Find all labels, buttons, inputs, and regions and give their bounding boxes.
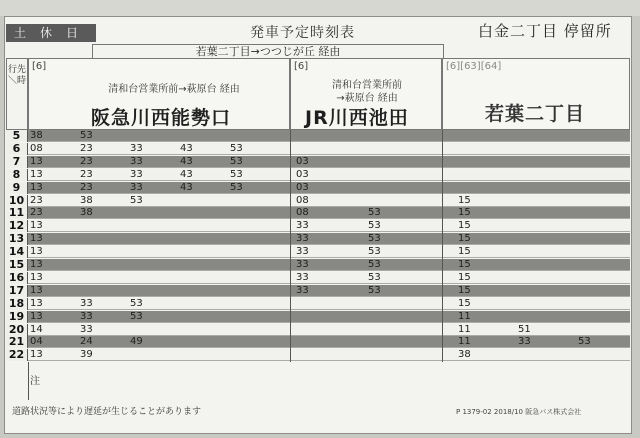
departure-minute: 33 [130, 155, 143, 167]
departure-minute: 11 [458, 336, 471, 348]
delay-notice: 道路状況等により遅延が生じることがあります [12, 407, 202, 417]
table-row [6, 156, 630, 168]
departure-minute: 03 [296, 181, 309, 193]
route-number: [6] [32, 61, 47, 72]
departure-minute: 04 [30, 336, 43, 348]
table-row [6, 207, 630, 219]
departure-minute: 13 [30, 349, 43, 361]
departure-minute: 13 [30, 168, 43, 180]
hour-cell: 12 [6, 220, 28, 232]
departure-minute: 15 [458, 207, 471, 219]
departure-minute: 15 [458, 271, 471, 283]
hour-cell: 10 [6, 195, 28, 207]
hour-cell: 11 [6, 207, 28, 219]
table-row [6, 285, 630, 297]
departure-minute: 11 [458, 310, 471, 322]
departure-minute: 33 [80, 297, 93, 309]
column-divider [442, 130, 443, 362]
table-row [6, 272, 630, 284]
hour-cell: 15 [6, 259, 28, 271]
departure-minute: 43 [180, 181, 193, 193]
hour-cell: 22 [6, 349, 28, 361]
destination-name: JR川西池田 [305, 107, 409, 129]
departure-minute: 33 [296, 246, 309, 258]
departure-minute: 11 [458, 323, 471, 335]
departure-minute: 53 [368, 271, 381, 283]
departure-minute: 13 [30, 271, 43, 283]
departure-minute: 13 [30, 181, 43, 193]
table-row [6, 195, 630, 207]
departure-minute: 33 [296, 220, 309, 232]
table-row [6, 143, 630, 155]
destination-name: 若葉二丁目 [485, 103, 586, 125]
departure-minute: 15 [458, 259, 471, 270]
departure-minute: 43 [180, 142, 193, 154]
note-divider [28, 362, 29, 400]
departure-minute: 38 [80, 207, 93, 219]
departure-minute: 53 [578, 336, 591, 348]
departure-minute: 24 [80, 336, 93, 348]
departure-minute: 15 [458, 220, 471, 232]
departure-minute: 33 [296, 284, 309, 296]
stop-name: 白金二丁目 停留所 [478, 22, 612, 40]
route-number: [6] [294, 61, 309, 72]
departure-minute: 53 [368, 233, 381, 245]
departure-minute: 15 [458, 194, 471, 206]
departure-minute: 08 [296, 207, 309, 219]
hour-cell: 9 [6, 182, 28, 194]
departure-minute: 53 [368, 259, 381, 270]
destination-header-2 [290, 58, 442, 130]
departure-minute: 23 [80, 181, 93, 193]
departure-minute: 08 [296, 194, 309, 206]
departure-minute: 13 [30, 259, 43, 270]
hour-cell: 16 [6, 272, 28, 284]
departure-minute: 43 [180, 168, 193, 180]
departure-minute: 13 [30, 246, 43, 258]
table-row [6, 233, 630, 245]
departure-minute: 38 [30, 130, 43, 141]
table-row [6, 246, 630, 258]
departure-minute: 53 [130, 297, 143, 309]
departure-minute: 15 [458, 246, 471, 258]
departure-minute: 53 [230, 168, 243, 180]
departure-minute: 03 [296, 168, 309, 180]
departure-minute: 23 [80, 142, 93, 154]
route-via-banner: 若葉二丁目→つつじが丘 経由 [92, 44, 444, 59]
hour-cell: 17 [6, 285, 28, 297]
departure-minute: 53 [80, 130, 93, 141]
hour-column-header: 行先＼時 [6, 58, 28, 130]
departure-minute: 13 [30, 284, 43, 296]
departure-minute: 53 [130, 310, 143, 322]
departure-minute: 15 [458, 284, 471, 296]
timetable-title: 発車予定時刻表 [250, 25, 355, 41]
departure-minute: 53 [230, 181, 243, 193]
departure-minute: 33 [296, 271, 309, 283]
departure-minute: 33 [296, 233, 309, 245]
table-row [6, 182, 630, 194]
departure-minute: 33 [518, 336, 531, 348]
table-row [6, 259, 630, 271]
destination-header-3 [442, 58, 630, 130]
departure-minute: 33 [130, 168, 143, 180]
departure-minute: 53 [130, 194, 143, 206]
departure-minute: 08 [30, 142, 43, 154]
hour-cell: 7 [6, 156, 28, 168]
hour-cell: 6 [6, 143, 28, 155]
departure-minute: 53 [368, 207, 381, 219]
table-row [6, 336, 630, 348]
departure-minute: 23 [30, 194, 43, 206]
departure-minute: 51 [518, 323, 531, 335]
hour-cell: 5 [6, 130, 28, 142]
top-strip [0, 0, 640, 16]
destination-header-1 [28, 58, 290, 130]
table-row [6, 130, 630, 142]
table-row [6, 349, 630, 361]
departure-minute: 15 [458, 233, 471, 245]
departure-minute: 53 [368, 246, 381, 258]
table-row [6, 220, 630, 232]
hour-cell: 18 [6, 298, 28, 310]
departure-minute: 13 [30, 297, 43, 309]
destination-via: 清和台営業所前→萩原台 経由 [108, 84, 240, 95]
departure-minute: 53 [368, 284, 381, 296]
departure-minute: 14 [30, 323, 43, 335]
departure-minute: 43 [180, 155, 193, 167]
departure-minute: 38 [80, 194, 93, 206]
hour-cell: 13 [6, 233, 28, 245]
column-divider [290, 130, 291, 362]
departure-minute: 33 [296, 259, 309, 270]
departure-minute: 53 [368, 220, 381, 232]
departure-minute: 13 [30, 310, 43, 322]
day-type-badge: 土休日 [6, 24, 96, 42]
departure-minute: 33 [130, 142, 143, 154]
departure-minute: 13 [30, 220, 43, 232]
route-number: [6][63][64] [446, 61, 502, 72]
departure-minute: 23 [30, 207, 43, 219]
departure-minute: 49 [130, 336, 143, 348]
hour-cell: 8 [6, 169, 28, 181]
departure-minute: 33 [80, 310, 93, 322]
note-label: 注 [30, 376, 40, 387]
table-row [6, 169, 630, 181]
hour-cell: 20 [6, 324, 28, 336]
departure-minute: 39 [80, 349, 93, 361]
destination-via: 清和台営業所前 →萩原台 経由 [332, 80, 402, 104]
table-row [6, 324, 630, 336]
departure-minute: 38 [458, 349, 471, 361]
departure-minute: 15 [458, 297, 471, 309]
hour-cell: 19 [6, 311, 28, 323]
departure-minute: 23 [80, 168, 93, 180]
table-row [6, 298, 630, 310]
departure-minute: 23 [80, 155, 93, 167]
hour-cell: 21 [6, 336, 28, 348]
departure-minute: 33 [80, 323, 93, 335]
departure-minute: 53 [230, 142, 243, 154]
destination-name: 阪急川西能勢口 [91, 107, 232, 129]
departure-minute: 53 [230, 155, 243, 167]
hour-cell: 14 [6, 246, 28, 258]
table-row [6, 311, 630, 323]
print-info: P 1379-02 2018/10 阪急バス株式会社 [456, 408, 582, 416]
departure-minute: 13 [30, 233, 43, 245]
departure-minute: 03 [296, 155, 309, 167]
departure-minute: 13 [30, 155, 43, 167]
departure-minute: 33 [130, 181, 143, 193]
